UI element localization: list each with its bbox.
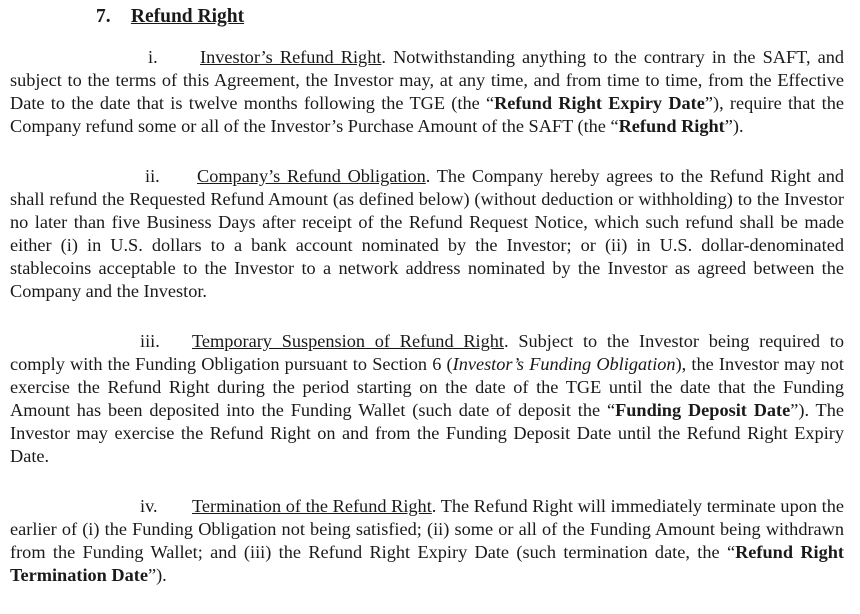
defined-term: Refund Right Expiry Date (494, 93, 705, 113)
paragraph-heading: Investor’s Refund Right (200, 47, 382, 67)
paragraph-text: . Notwithstanding anything to the contrary in the SAFT, and subject to the terms of this Agreement, the Investor may, at any time, and from time to time, from the Effective Date to the date that is twelve months following the TGE (the “ (10, 47, 845, 113)
section-heading (96, 4, 844, 30)
paragraph-lead (10, 495, 192, 518)
document-page (10, 4, 844, 614)
section-title: Refund Right (130, 6, 245, 27)
paragraph-temporary-suspension (10, 330, 844, 468)
paragraph-heading: Company’s Refund Obligation (197, 166, 426, 186)
paragraph-lead (10, 46, 200, 69)
defined-term: Funding Deposit Date (615, 400, 791, 420)
paragraph-termination (10, 495, 844, 587)
paragraph-text: ), the Investor may not exercise the Refund Right during the period starting on the date of the TGE until the date that the Funding Amount has been deposited into the Funding Wallet (such date of deposit the “ (10, 354, 844, 420)
paragraph-investors-refund-right (10, 46, 844, 138)
defined-term: Refund Right (618, 116, 725, 136)
defined-term: Refund Right Termination Date (10, 542, 844, 585)
paragraph-lead (10, 330, 192, 353)
paragraph-lead (10, 165, 197, 188)
paragraph-heading: Temporary Suspension of Refund Right (192, 331, 504, 351)
paragraph-text: ”), require that the Company refund some or all of the Investor’s Purchase Amount of the SAFT (the “ (10, 93, 844, 136)
paragraph-text: . The Company hereby agrees to the Refund Right and shall refund the Requested Refund Amount (as defined below) (without deduction or withholding) to the Investor no later than five Business Days after receipt of the Refund Request Notice, which such refund shall be made either (i) in U.S. dollars to a bank account nominated by the Investor; or (ii) in U.S. dollar-denominated stablecoins acceptable to the Investor to a network address nominated by the Investor as agreed between the Company and the Investor. (10, 166, 844, 301)
paragraph-text: . The Refund Right will immediately terminate upon the earlier of (i) the Funding Obligation not being satisfied; (ii) some or all of the Funding Amount being withdrawn from the Funding Wallet; and (iii) the Refund Right Expiry Date (such termination date, the “ (10, 496, 844, 562)
paragraph-companys-refund-obligation (10, 165, 844, 303)
paragraph-number: iii. (140, 331, 160, 351)
paragraph-text: . Subject to the Investor being required to comply with the Funding Obligation pursuant to Section 6 ( (10, 331, 844, 374)
paragraph-text: ”). The Investor may exercise the Refund Right on and from the Funding Deposit Date until the Refund Right Expiry Date. (10, 400, 844, 466)
paragraph-number: i. (148, 47, 158, 67)
paragraph-heading: Termination of the Refund Right (192, 496, 432, 516)
paragraph-text: ”). (147, 565, 167, 585)
section-number: 7. (96, 6, 111, 27)
paragraph-number: iv. (140, 496, 158, 516)
paragraph-number: ii. (145, 166, 160, 186)
cross-reference: Investor’s Funding Obligation (452, 354, 676, 374)
paragraph-text: ”). (724, 116, 744, 136)
